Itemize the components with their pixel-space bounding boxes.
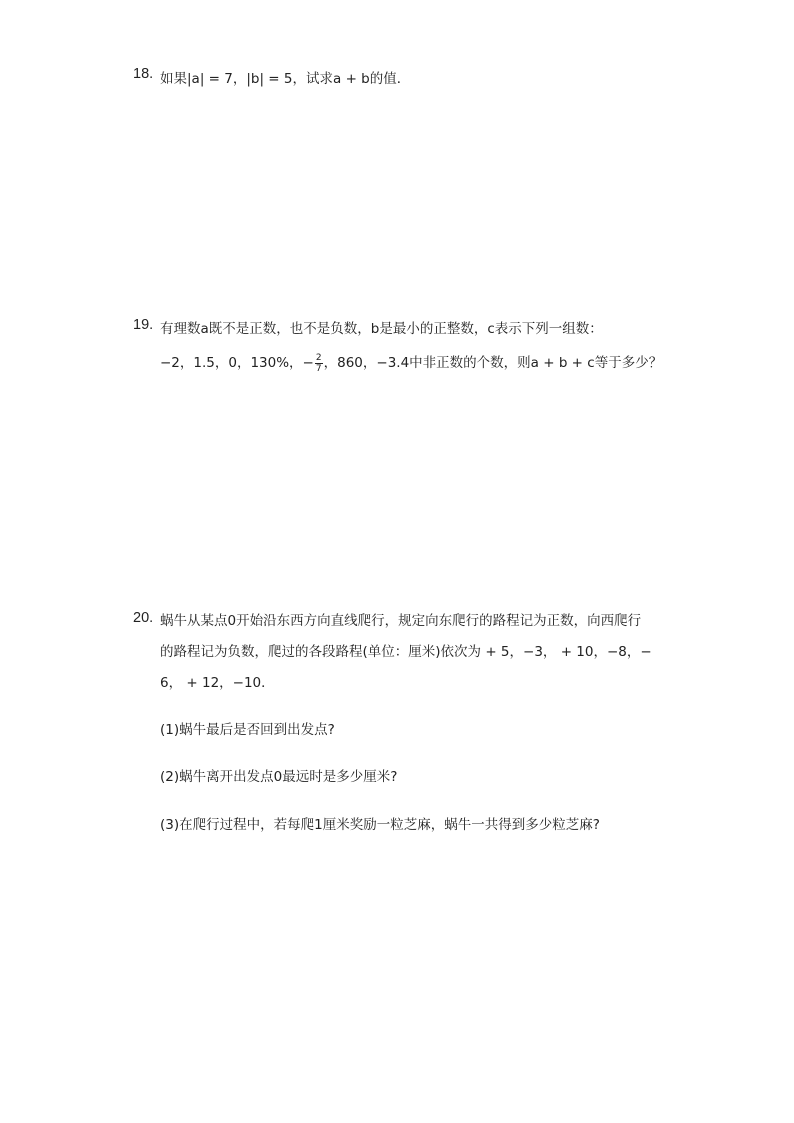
question-number: 18. bbox=[133, 66, 154, 82]
question-text-line-2 bbox=[160, 351, 662, 374]
fraction-denominator: 7 bbox=[315, 363, 322, 374]
sub-question-2: (2)蜗牛离开出发点0最远时是多少厘米? bbox=[160, 769, 398, 785]
fraction bbox=[315, 353, 323, 374]
sub-question-1: (1)蜗牛最后是否回到出发点? bbox=[160, 722, 335, 738]
question-text-line-3: 6， + 12，−10． bbox=[160, 675, 275, 691]
question-text: 有理数a既不是正数，也不是负数，b是最小的正整数，c表示下列一组数： bbox=[160, 321, 603, 337]
number-list-start: −2，1.5，0，130%，− bbox=[160, 355, 314, 371]
question-number: 20. bbox=[133, 610, 154, 626]
number-list-end: ，860，−3.4中非正数的个数，则a + b + c等于多少？ bbox=[323, 355, 663, 371]
question-text: 如果|a| = 7，|b| = 5，试求a + b的值． bbox=[160, 71, 411, 87]
question-text: 蜗牛从某点0开始沿东西方向直线爬行，规定向东爬行的路程记为正数，向西爬行 bbox=[160, 613, 642, 629]
fraction-numerator: 2 bbox=[315, 352, 322, 363]
sub-question-3: (3)在爬行过程中，若每爬1厘米奖励一粒芝麻，蜗牛一共得到多少粒芝麻? bbox=[160, 817, 600, 833]
question-number: 19. bbox=[133, 317, 154, 333]
question-text-line-2: 的路程记为负数，爬过的各段路程(单位：厘米)依次为 + 5，−3， + 10，−8，− bbox=[160, 644, 652, 660]
